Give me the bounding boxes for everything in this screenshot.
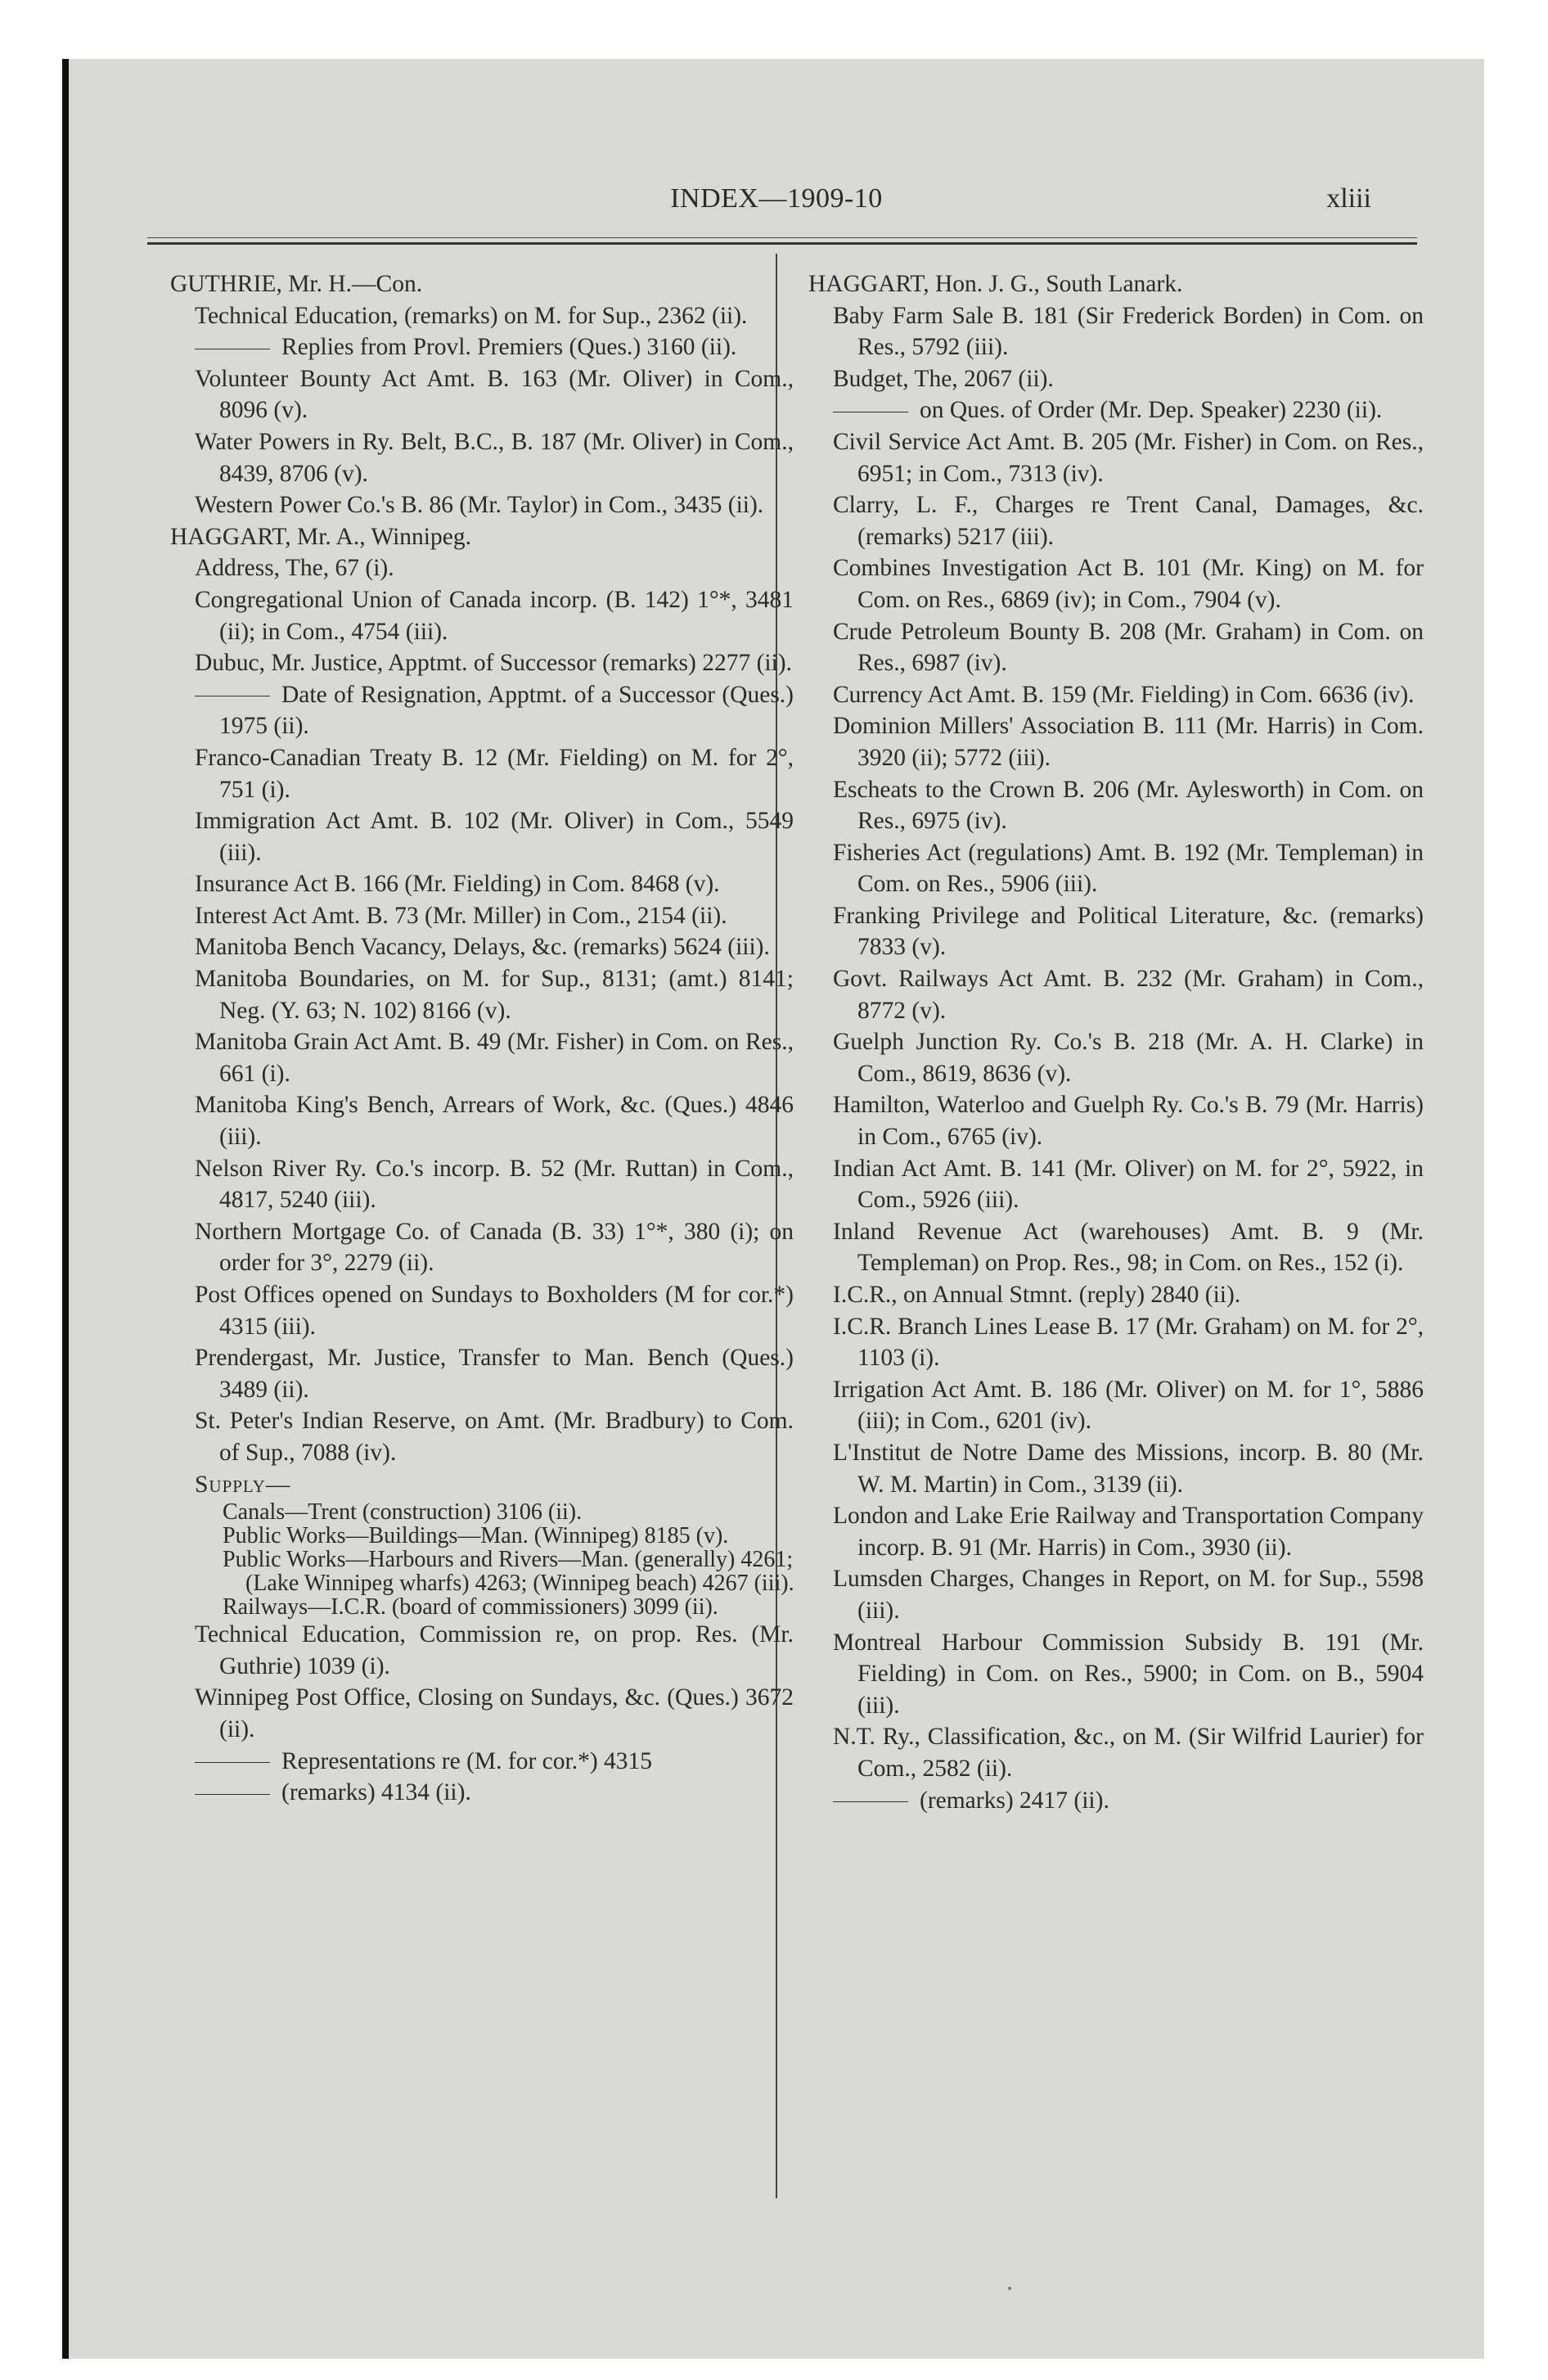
paper-speck	[1008, 2287, 1011, 2290]
index-entry: I.C.R., on Annual Stmnt. (reply) 2840 (ii).	[833, 1282, 1241, 1308]
left-column	[170, 268, 800, 1809]
right-column	[808, 268, 1430, 1816]
index-entry: Civil Service Act Amt. B. 205 (Mr. Fisher) in Com. on Res., 6951; in Com., 7313 (iv).	[833, 428, 1424, 487]
index-entry: Manitoba Bench Vacancy, Delays, &c. (remarks) 5624 (iii).	[195, 934, 770, 961]
index-entry: Crude Petroleum Bounty B. 208 (Mr. Graham) in Com. on Res., 6987 (iv).	[833, 618, 1424, 677]
index-entry: Western Power Co.'s B. 86 (Mr. Taylor) in Com., 3435 (ii).	[195, 492, 764, 519]
index-entry: Dominion Millers' Association B. 111 (Mr. Harris) in Com. 3920 (ii); 5772 (iii).	[833, 713, 1424, 771]
index-name: HAGGART, Hon. J. G., South Lanark.	[808, 271, 1183, 297]
index-entry: Post Offices opened on Sundays to Boxholders (M for cor.*) 4315 (iii).	[195, 1282, 794, 1340]
index-entry: Franking Privilege and Political Literature, &c. (remarks) 7833 (v).	[833, 902, 1424, 961]
page-title: INDEX—1909-10	[670, 183, 883, 214]
index-entry: Immigration Act Amt. B. 102 (Mr. Oliver) in Com., 5549 (iii).	[195, 808, 794, 866]
index-entry: Nelson River Ry. Co.'s incorp. B. 52 (Mr. Ruttan) in Com., 4817, 5240 (iii).	[195, 1155, 794, 1214]
index-entry: Volunteer Bounty Act Amt. B. 163 (Mr. Oliver) in Com., 8096 (v).	[195, 365, 794, 424]
index-entry: Water Powers in Ry. Belt, B.C., B. 187 (Mr. Oliver) in Com., 8439, 8706 (v).	[195, 428, 794, 487]
index-entry: Clarry, L. F., Charges re Trent Canal, Damages, &c. (remarks) 5217 (iii).	[833, 492, 1424, 550]
page-number: xliii	[1326, 183, 1371, 214]
index-entry: Franco-Canadian Treaty B. 12 (Mr. Fielding) on M. for 2°, 751 (i).	[195, 744, 794, 803]
index-entry: Baby Farm Sale B. 181 (Sir Frederick Borden) in Com. on Res., 5792 (iii).	[833, 302, 1424, 361]
index-entry: Date of Resignation, Apptmt. of a Successor (Ques.) 1975 (ii).	[195, 679, 794, 742]
index-entry: Representations re (M. for cor.*) 4315	[195, 1746, 794, 1778]
index-entry: London and Lake Erie Railway and Transportation Company incorp. B. 91 (Mr. Harris) in Com., 3930 (ii).	[833, 1503, 1424, 1561]
index-entry: Technical Education, Commission re, on prop. Res. (Mr. Guthrie) 1039 (i).	[195, 1621, 794, 1679]
index-name: HAGGART, Mr. A., Winnipeg.	[170, 523, 471, 550]
index-entry: Insurance Act B. 166 (Mr. Fielding) in Com. 8468 (v).	[195, 871, 720, 898]
index-name: GUTHRIE, Mr. H.—Con.	[170, 271, 423, 297]
index-entry: Canals—Trent (construction) 3106 (ii).	[223, 1499, 583, 1526]
index-entry: Combines Investigation Act B. 101 (Mr. King) on M. for Com. on Res., 6869 (iv); in Com., 7904 (v).	[833, 555, 1424, 613]
index-entry: Congregational Union of Canada incorp. (B. 142) 1°*, 3481 (ii); in Com., 4754 (iii).	[195, 586, 794, 645]
index-entry: Manitoba King's Bench, Arrears of Work, &c. (Ques.) 4846 (iii).	[195, 1092, 794, 1151]
index-entry: Irrigation Act Amt. B. 186 (Mr. Oliver) on M. for 1°, 5886 (iii); in Com., 6201 (iv).	[833, 1376, 1424, 1435]
index-entry: Public Works—Buildings—Man. (Winnipeg) 8185 (v).	[223, 1523, 729, 1549]
index-entry: L'Institut de Notre Dame des Missions, incorp. B. 80 (Mr. W. M. Martin) in Com., 3139 (ii).	[833, 1439, 1424, 1498]
index-subheading: Supply—	[195, 1471, 291, 1498]
index-entry: Hamilton, Waterloo and Guelph Ry. Co.'s B. 79 (Mr. Harris) in Com., 6765 (iv).	[833, 1092, 1424, 1151]
index-entry: St. Peter's Indian Reserve, on Amt. (Mr. Bradbury) to Com. of Sup., 7088 (iv).	[195, 1408, 794, 1466]
index-entry: (remarks) 4134 (ii).	[195, 1777, 794, 1809]
index-entry: Interest Act Amt. B. 73 (Mr. Miller) in Com., 2154 (ii).	[195, 902, 727, 929]
index-entry: Lumsden Charges, Changes in Report, on M. for Sup., 5598 (iii).	[833, 1566, 1424, 1624]
index-entry: Montreal Harbour Commission Subsidy B. 191 (Mr. Fielding) in Com. on Res., 5900; in Com. on B., 5904 (iii).	[833, 1629, 1424, 1719]
index-page	[69, 59, 1484, 2359]
index-entry: I.C.R. Branch Lines Lease B. 17 (Mr. Graham) on M. for 2°, 1103 (i).	[833, 1313, 1424, 1372]
index-entry: Guelph Junction Ry. Co.'s B. 218 (Mr. A. H. Clarke) in Com., 8619, 8636 (v).	[833, 1029, 1424, 1087]
index-entry: Indian Act Amt. B. 141 (Mr. Oliver) on M. for 2°, 5922, in Com., 5926 (iii).	[833, 1155, 1424, 1214]
index-entry: on Ques. of Order (Mr. Dep. Speaker) 2230 (ii).	[833, 394, 1424, 426]
index-entry: Northern Mortgage Co. of Canada (B. 33) 1°*, 380 (i); on order for 3°, 2279 (ii).	[195, 1218, 794, 1277]
index-entry: N.T. Ry., Classification, &c., on M. (Sir Wilfrid Laurier) for Com., 2582 (ii).	[833, 1724, 1424, 1782]
index-entry: Railways—I.C.R. (board of commissioners) 3099 (ii).	[223, 1594, 718, 1620]
index-entry: Prendergast, Mr. Justice, Transfer to Man. Bench (Ques.) 3489 (ii).	[195, 1345, 794, 1403]
index-entry: Budget, The, 2067 (ii).	[833, 365, 1054, 392]
index-entry: Fisheries Act (regulations) Amt. B. 192 (Mr. Templeman) in Com. on Res., 5906 (iii).	[833, 839, 1424, 898]
index-entry: Inland Revenue Act (warehouses) Amt. B. 9 (Mr. Templeman) on Prop. Res., 98; in Com. on Res., 152 (i).	[833, 1218, 1424, 1277]
index-entry: Currency Act Amt. B. 159 (Mr. Fielding) in Com. 6636 (iv).	[833, 681, 1415, 708]
index-entry: Dubuc, Mr. Justice, Apptmt. of Successor (remarks) 2277 (ii).	[195, 650, 792, 677]
index-entry: (remarks) 2417 (ii).	[833, 1785, 1424, 1817]
scan-edge	[62, 59, 69, 2359]
header-rule-bottom	[147, 242, 1417, 245]
header-rule-top	[147, 237, 1417, 238]
index-entry: Manitoba Grain Act Amt. B. 49 (Mr. Fisher) in Com. on Res., 661 (i).	[195, 1029, 794, 1087]
index-entry: Public Works—Harbours and Rivers—Man. (generally) 4261; (Lake Winnipeg wharfs) 4263; (Winnipeg beach) 4267 (iii).	[223, 1547, 794, 1597]
index-entry: Address, The, 67 (i).	[195, 555, 394, 582]
index-entry: Winnipeg Post Office, Closing on Sundays, &c. (Ques.) 3672 (ii).	[195, 1684, 794, 1742]
index-entry: Govt. Railways Act Amt. B. 232 (Mr. Graham) in Com., 8772 (v).	[833, 966, 1424, 1024]
index-entry: Replies from Provl. Premiers (Ques.) 3160 (ii).	[195, 331, 794, 363]
index-entry: Technical Education, (remarks) on M. for Sup., 2362 (ii).	[195, 302, 748, 329]
index-entry: Manitoba Boundaries, on M. for Sup., 8131; (amt.) 8141; Neg. (Y. 63; N. 102) 8166 (v).	[195, 966, 794, 1024]
index-entry: Escheats to the Crown B. 206 (Mr. Aylesworth) in Com. on Res., 6975 (iv).	[833, 776, 1424, 835]
